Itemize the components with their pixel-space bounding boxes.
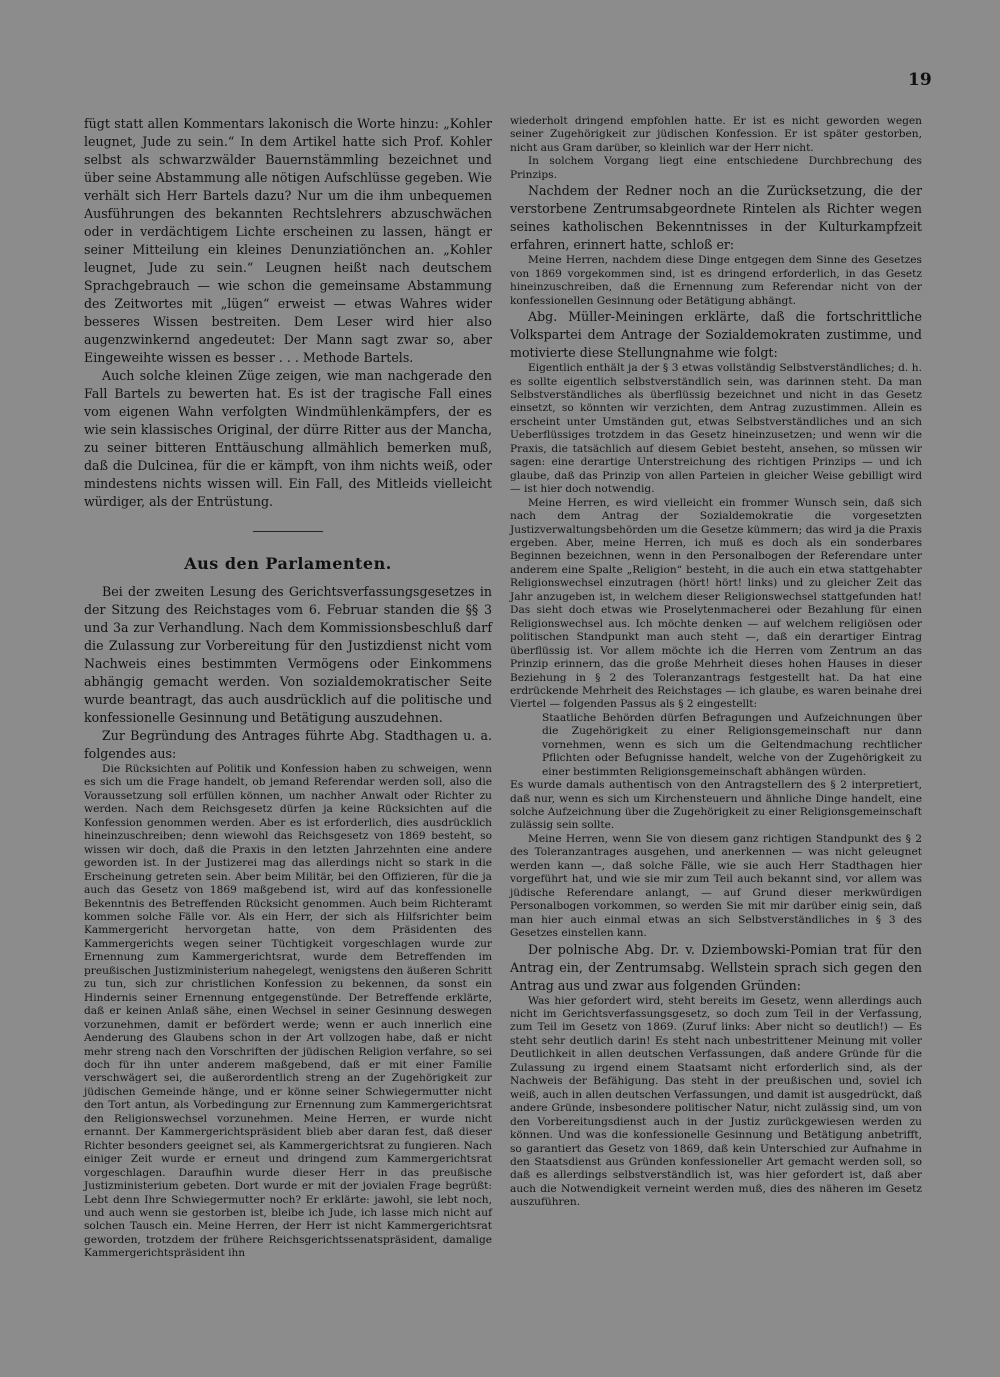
left-column [84, 115, 492, 1261]
speech-quote: Was hier gefordert wird, steht bereits im Gesetz, wenn allerdings auch nicht im Gerichtsverfassungsgesetz, so doch zum Teil in der Verfassung, zum Teil im Gesetz von 1869. (Zuruf links: Aber nicht so deutlich!) — Es steht sehr deutlich darin! Es steht nach unbestrittener Meinung mit voller Deutlichkeit in allen deutschen Verfassungen, daß andere Gründe für die Zulassung zu irgend einem Staatsamt nicht erforderlich sind, als der Nachweis der Befähigung. Das steht in der preußischen und, soviel ich weiß, auch in allen deutschen Verfassungen, und damit ist ausgedrückt, daß andere Gründe, insbesondere politischer Natur, nicht zulässig sind, um von den Vorbereitungsdienst auch in der Justiz zurückgewiesen werden zu können. Und was die konfessionelle Gesinnung und Betätigung anbetrifft, so garantiert das Gesetz von 1869, daß kein Unterschied zur Aufnahme in den Staatsdienst aus Gründen konfessioneller Art gemacht werden soll, so daß es allerdings selbstverständlich ist, was hier gefordert ist, daß aber auch die Notwendigkeit verneint werden muß, dies des näheren im Gesetz auszuführen. [510, 994, 922, 1209]
speech-quote: Meine Herren, wenn Sie von diesem ganz richtigen Standpunkt des § 2 des Toleranzantrages ausgehen, und anerkennen — was nicht geleugnet werden kann —, daß solche Fälle, wie sie auch Herr Stadthagen hier vorgeführt hat, und wie sie mir zum Teil auch bekannt sind, vor allem was jüdische Referendare anlangt, — auf Grund dieser merkwürdigen Personalbogen vorkommen, so werden Sie mit mir darüber einig sein, daß man hier auch einmal etwas an sich Selbstverständliches in § 3 des Gesetzes einstellen kann. [510, 832, 922, 940]
law-quote: Staatliche Behörden dürfen Befragungen und Aufzeichnungen über die Zugehörigkeit zu einer Religionsgemeinschaft nur dann vornehmen, wenn es sich um die Geltendmachung rechtlicher Pflichten oder Befugnisse handelt, welche von der Zugehörigkeit zu einer bestimmten Religionsgemeinschaft abhängen würden. [542, 711, 922, 778]
speech-quote: Meine Herren, nachdem diese Dinge entgegen dem Sinne des Gesetzes von 1869 vorgekommen sind, ist es dringend erforderlich, in das Gesetz hineinzuschreiben, daß die Ernennung zum Referendar nicht von der konfessionellen Gesinnung oder Betätigung abhängt. [510, 254, 922, 307]
paragraph: Nachdem der Redner noch an die Zurücksetzung, die der verstorbene Zentrumsabgeordnete Rintelen als Richter wegen seines katholischen Bekenntnisses in der Kulturkampfzeit erfahren, erinnert hatte, schloß er: [510, 183, 922, 253]
section-divider [253, 531, 323, 532]
paragraph: Zur Begründung des Antrages führte Abg. Stadthagen u. a. folgendes aus: [84, 728, 492, 761]
section-title: Aus den Parlamenten. [184, 554, 392, 573]
paragraph: Auch solche kleinen Züge zeigen, wie man nachgerade den Fall Bartels zu bewerten hat. Es ist der tragische Fall eines vom eigenen Wahn verfolgten Windmühlenkämpfers, der es wie sein klassisches Original, der dürre Ritter aus der Mancha, zu seiner bitteren Enttäuschung allmählich bemerken muß, daß die Dulcinea, für die er kämpft, von ihm nichts weiß, oder mindestens nichts wissen will. Ein Fall, des Mitleids vielleicht würdiger, als der Entrüstung. [84, 368, 492, 509]
page-number: 19 [908, 70, 932, 90]
paragraph: Abg. Müller-Meiningen erklärte, daß die fortschrittliche Volkspartei dem Antrage der Sozialdemokraten zustimme, und motivierte diese Stellungnahme wie folgt: [510, 309, 922, 361]
paragraph: Der polnische Abg. Dr. v. Dziembowski-Pomian trat für den Antrag ein, der Zentrumsabg. Wellstein sprach sich gegen den Antrag aus und zwar aus folgenden Gründen: [510, 941, 922, 993]
speech-quote: wiederholt dringend empfohlen hatte. Er ist es nicht geworden wegen seiner Zugehörigkeit zur jüdischen Konfession. Er ist später gestorben, nicht aus Gram darüber, so kleinlich war der Herr nicht. [510, 115, 922, 154]
speech-quote: In solchem Vorgang liegt eine entschiedene Durchbrechung des Prinzips. [510, 155, 922, 181]
paragraph: fügt statt allen Kommentars lakonisch die Worte hinzu: „Kohler leugnet, Jude zu sein.“ In dem Artikel hatte sich Prof. Kohler selbst als schwarzwälder Bauernstämmling bezeichnet und über seine Abstammung alle nötigen Aufschlüsse gegeben. Wie verhält sich Herr Bartels dazu? Nur um die ihm unbequemen Ausführungen des bekannten Rechtslehrers abzuschwächen oder in verdächtigem Lichte erscheinen zu lassen, hängt er seiner Mitteilung ein kleines Denunziatiönchen an. „Kohler leugnet, Jude zu sein.“ Leugnen heißt nach deutschem Sprachgebrauch — wie schon die gemeinsame Abstammung des Zeitwortes mit „lügen“ erweist — etwas Wahres wider besseres Wissen bestreiten. Dem Leser wird hier also augenzwinkernd angedeutet: Der Mann sagt zwar so, aber Eingeweihte wissen es besser . . . Methode Bartels. [84, 116, 492, 365]
right-column [510, 115, 922, 1210]
speech-quote: Die Rücksichten auf Politik und Konfession haben zu schweigen, wenn es sich um die Frage handelt, ob jemand Referendar werden soll, also die Voraussetzung soll erfüllen können, um nachher Anwalt oder Richter zu werden. Nach dem Reichsgesetz dürfen ja keine Rücksichten auf die Konfession genommen werden. Aber es ist erforderlich, dies ausdrücklich hineinzuschreiben; denn wiewohl das Reichsgesetz von 1869 besteht, so wissen wir doch, daß die Praxis in den letzten Jahrzehnten eine andere geworden ist. In der Justizerei mag das allerdings nicht so stark in die Erscheinung getreten sein. Aber beim Militär, bei den Offizieren, für die ja auch das Gesetz von 1869 maßgebend ist, wird auf das konfessionelle Bekenntnis des Betreffenden Rücksicht genommen. Auch beim Richteramt kommen solche Fälle vor. Als ein Herr, der sich als Hilfsrichter beim Kammergericht hervorgetan hatte, von dem Präsidenten des Kammergerichts wegen seiner Tüchtigkeit vorgeschlagen wurde zur Ernennung zum Kammergerichtsrat, wurde dem Betreffenden im preußischen Justizministerium nahegelegt, wenigstens den äußeren Schritt zu tun, sich zur christlichen Konfession zu bekennen, da sonst ein Hindernis seiner Ernennung entgegenstünde. Der Betreffende erklärte, daß er keinen Anlaß sähe, einen Wechsel in seiner Gesinnung deswegen vorzunehmen, damit er befördert werde; wenn er auch innerlich eine Aenderung des Glaubens schon in der Art vollzogen habe, daß er nicht mehr streng nach den Vorschriften der jüdischen Religion verfahre, so sei doch für ihn unter anderem maßgebend, daß er mit einer Familie verschwägert sei, die außerordentlich streng an der Zugehörigkeit zur jüdischen Gemeinde hänge, und er könne seiner Schwiegermutter nicht den Tort antun, als Vorbedingung zur Ernennung zum Kammergerichtsrat den Religionswechsel vorzunehmen. Meine Herren, er wurde nicht ernannt. Der Kammergerichtspräsident blieb aber daran fest, daß dieser Richter besonders geeignet sei, als Kammergerichtsrat zu fungieren. Nach einiger Zeit wurde er erneut und dringend zum Kammergerichtsrat vorgeschlagen. Daraufhin wurde dieser Herr in das preußische Justizministerium gebeten. Dort wurde er mit der jovialen Frage begrüßt: Lebt denn Ihre Schwiegermutter noch? Er erklärte: jawohl, sie lebt noch, und auch wenn sie gestorben ist, bleibe ich Jude, ich lasse mich nicht auf solchen Tausch ein. Meine Herren, der Herr ist nicht Kammergerichtsrat geworden, trotzdem der frühere Reichsgerichtssenatspräsident, damalige Kammergerichtspräsident ihn [84, 763, 492, 1260]
speech-quote: Meine Herren, es wird vielleicht ein frommer Wunsch sein, daß sich nach dem Antrag der Sozialdemokratie die vorgesetzten Justizverwaltungsbehörden um die Gesetze kümmern; das wird ja die Praxis ergeben. Aber, meine Herren, ich muß es doch als ein sonderbares Beginnen bezeichnen, wenn in den Personalbogen der Referendare unter anderem eine Spalte „Religion“ besteht, in die auch ein etwa stattgehabter Religionswechsel einzutragen (hört! hört! links) und zu gleicher Zeit das Jahr anzugeben ist, in welchem dieser Religionswechsel stattgefunden hat! Das sieht doch etwas wie Proselytenmacherei oder Bezahlung für einen Religionswechsel aus. Ich möchte denken — auf welchem religiösen oder politischen Standpunkt man auch steht —, daß ein derartiger Eintrag überflüssig ist. Vor allem möchte ich die Herren vom Zentrum an das Prinzip erinnern, das die große Mehrheit dieses hohen Hauses in dieser Beziehung in § 2 des Toleranzantrags festgestellt hat. Da hat eine erdrückende Mehrheit des Reichstages — ich glaube, es waren beinahe drei Viertel — folgenden Passus als § 2 eingestellt: [510, 496, 922, 711]
speech-quote: Eigentlich enthält ja der § 3 etwas vollständig Selbstverständliches; d. h. es sollte eigentlich selbstverständlich sein, was darinnen steht. Da man Selbstverständliches als überflüssig bezeichnet und nicht in das Gesetz einsetzt, so könnten wir verzichten, dem Antrag zuzustimmen. Allein es erscheint unter Umständen gut, etwas Selbstverständliches und an sich Ueberflüssiges trotzdem in das Gesetz hineinzusetzen; und wenn wir die Praxis, die tatsächlich auf diesem Gebiet besteht, ansehen, so müssen wir sagen: eine derartige Unterstreichung des richtigen Prinzips — und ich glaube, daß das Prinzip von allen Parteien in gleicher Weise gebilligt wird — ist hier doch notwendig. [510, 362, 922, 496]
speech-quote: Es wurde damals authentisch von den Antragstellern des § 2 interpretiert, daß nur, wenn es sich um Kirchensteuern und ähnliche Dinge handelt, eine solche Aufzeichnung über die Zugehörigkeit zu einer Religionsgemeinschaft zulässig sein sollte. [510, 779, 922, 832]
paragraph: Bei der zweiten Lesung des Gerichtsverfassungsgesetzes in der Sitzung des Reichstages vom 6. Februar standen die §§ 3 und 3a zur Verhandlung. Nach dem Kommissionsbeschluß darf die Zulassung zur Vorbereitung für den Justizdienst nicht vom Nachweis eines bestimmten Vermögens oder Einkommens abhängig gemacht werden. Von sozialdemokratischer Seite wurde beantragt, das auch ausdrücklich auf die politische und konfessionelle Gesinnung und Betätigung auszudehnen. [84, 584, 492, 725]
